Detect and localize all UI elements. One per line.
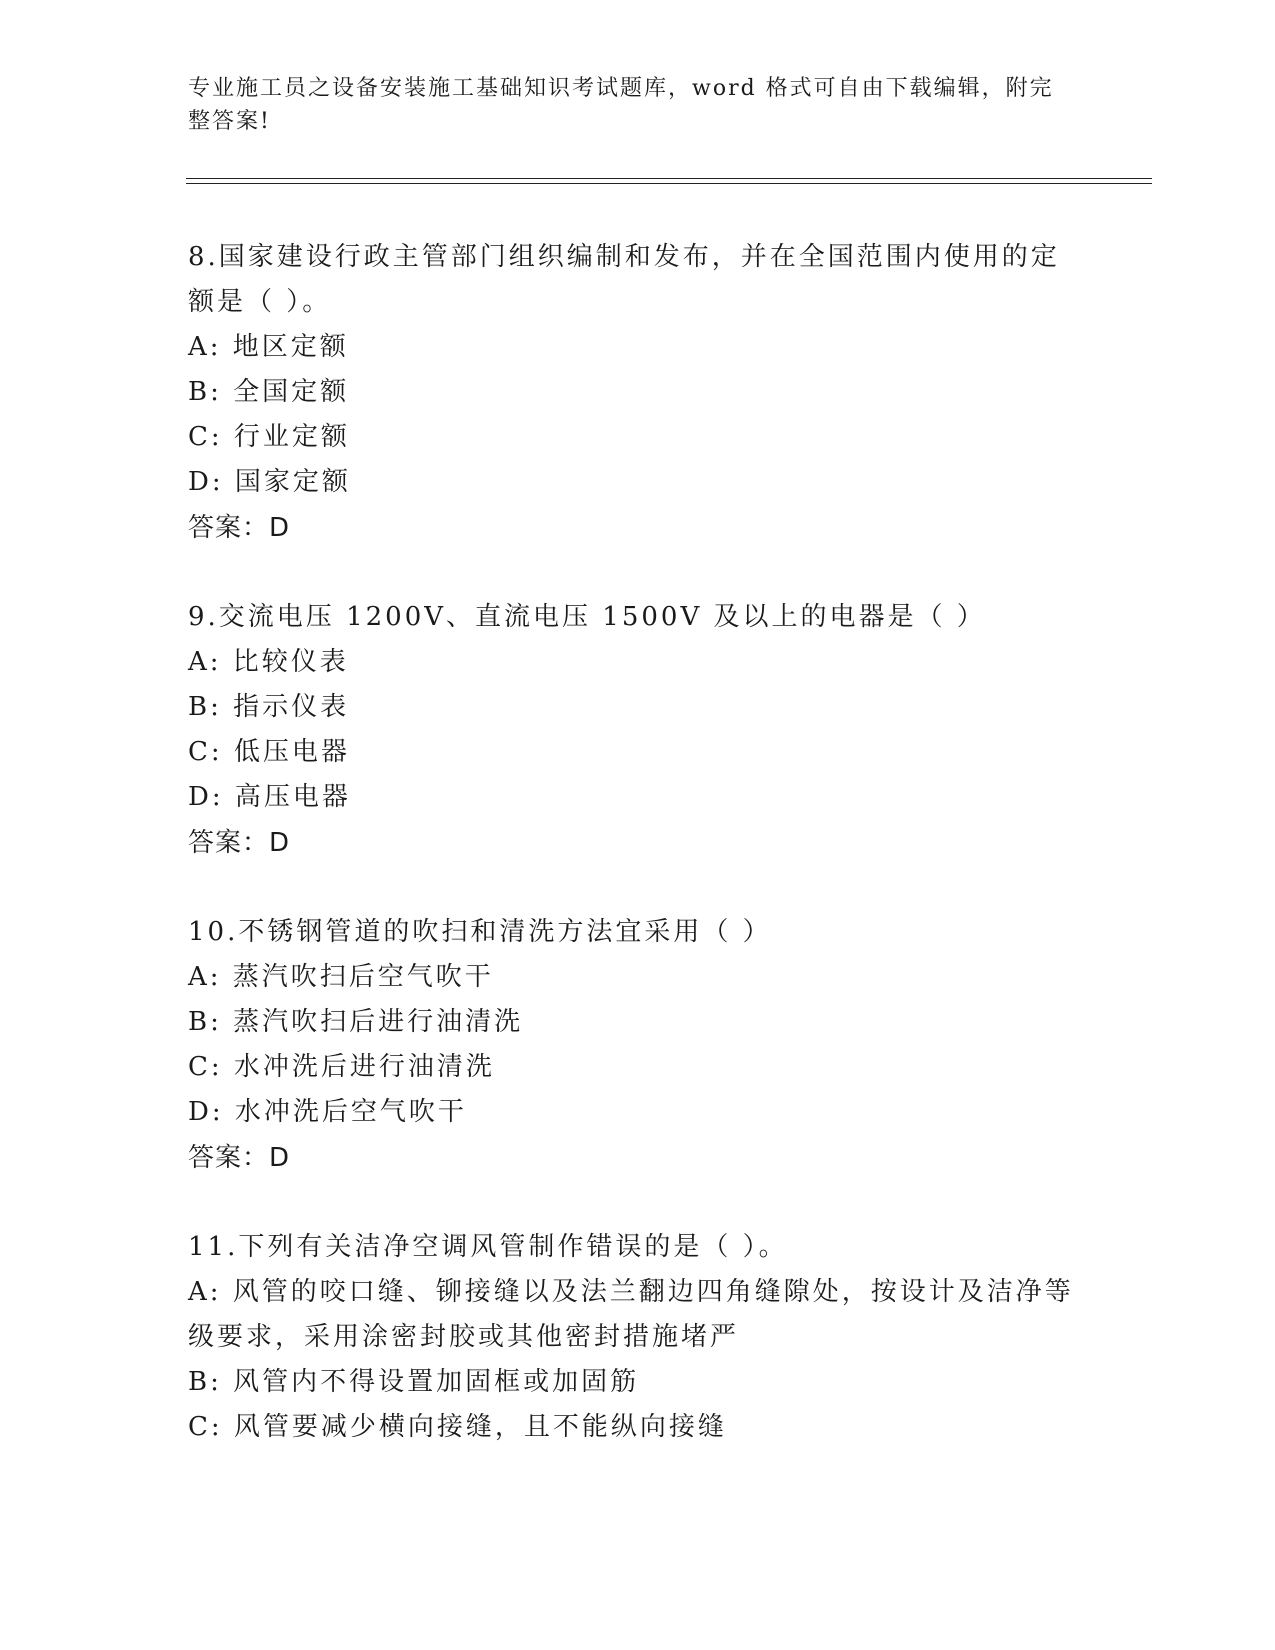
answer: 答案：D [188, 1143, 291, 1173]
question-stem: 9.交流电压 1200V、直流电压 1500V 及以上的电器是（ ） [188, 602, 986, 632]
option-c: C: 水冲洗后进行油清洗 [188, 1052, 495, 1082]
question-stem: 10.不锈钢管道的吹扫和清洗方法宜采用（ ） [188, 917, 772, 947]
option-a: A: 蒸汽吹扫后空气吹干 [188, 962, 494, 992]
option-b: B: 全国定额 [188, 377, 350, 407]
question-8 [188, 235, 1088, 551]
option-a: A: 地区定额 [188, 332, 349, 362]
option-b: B: 蒸汽吹扫后进行油清洗 [188, 1007, 524, 1037]
answer: 答案：D [188, 828, 291, 858]
option-c: C: 低压电器 [188, 737, 350, 767]
document-header: 专业施工员之设备安装施工基础知识考试题库，word 格式可自由下载编辑，附完整答案! [188, 76, 1054, 134]
header-divider-bottom [186, 183, 1152, 184]
option-c: C: 风管要减少横向接缝，且不能纵向接缝 [188, 1412, 727, 1442]
option-d: D: 水冲洗后空气吹干 [188, 1097, 467, 1127]
option-a: A: 风管的咬口缝、铆接缝以及法兰翻边四角缝隙处，按设计及洁净等级要求，采用涂密封胶或其他密封措施堵严 [188, 1277, 1074, 1352]
header-divider-top [186, 178, 1152, 179]
question-stem: 11.下列有关洁净空调风管制作错误的是（ ）。 [188, 1232, 788, 1262]
answer: 答案：D [188, 513, 291, 543]
question-9 [188, 595, 1088, 866]
option-d: D: 高压电器 [188, 782, 351, 812]
option-b: B: 指示仪表 [188, 692, 350, 722]
option-c: C: 行业定额 [188, 422, 350, 452]
option-b: B: 风管内不得设置加固框或加固筋 [188, 1367, 640, 1397]
question-10 [188, 910, 1088, 1181]
option-a: A: 比较仪表 [188, 647, 349, 677]
question-stem: 8.国家建设行政主管部门组织编制和发布，并在全国范围内使用的定额是（ ）。 [188, 242, 1060, 317]
option-d: D: 国家定额 [188, 467, 351, 497]
question-list [188, 235, 1088, 1494]
question-11 [188, 1225, 1088, 1450]
